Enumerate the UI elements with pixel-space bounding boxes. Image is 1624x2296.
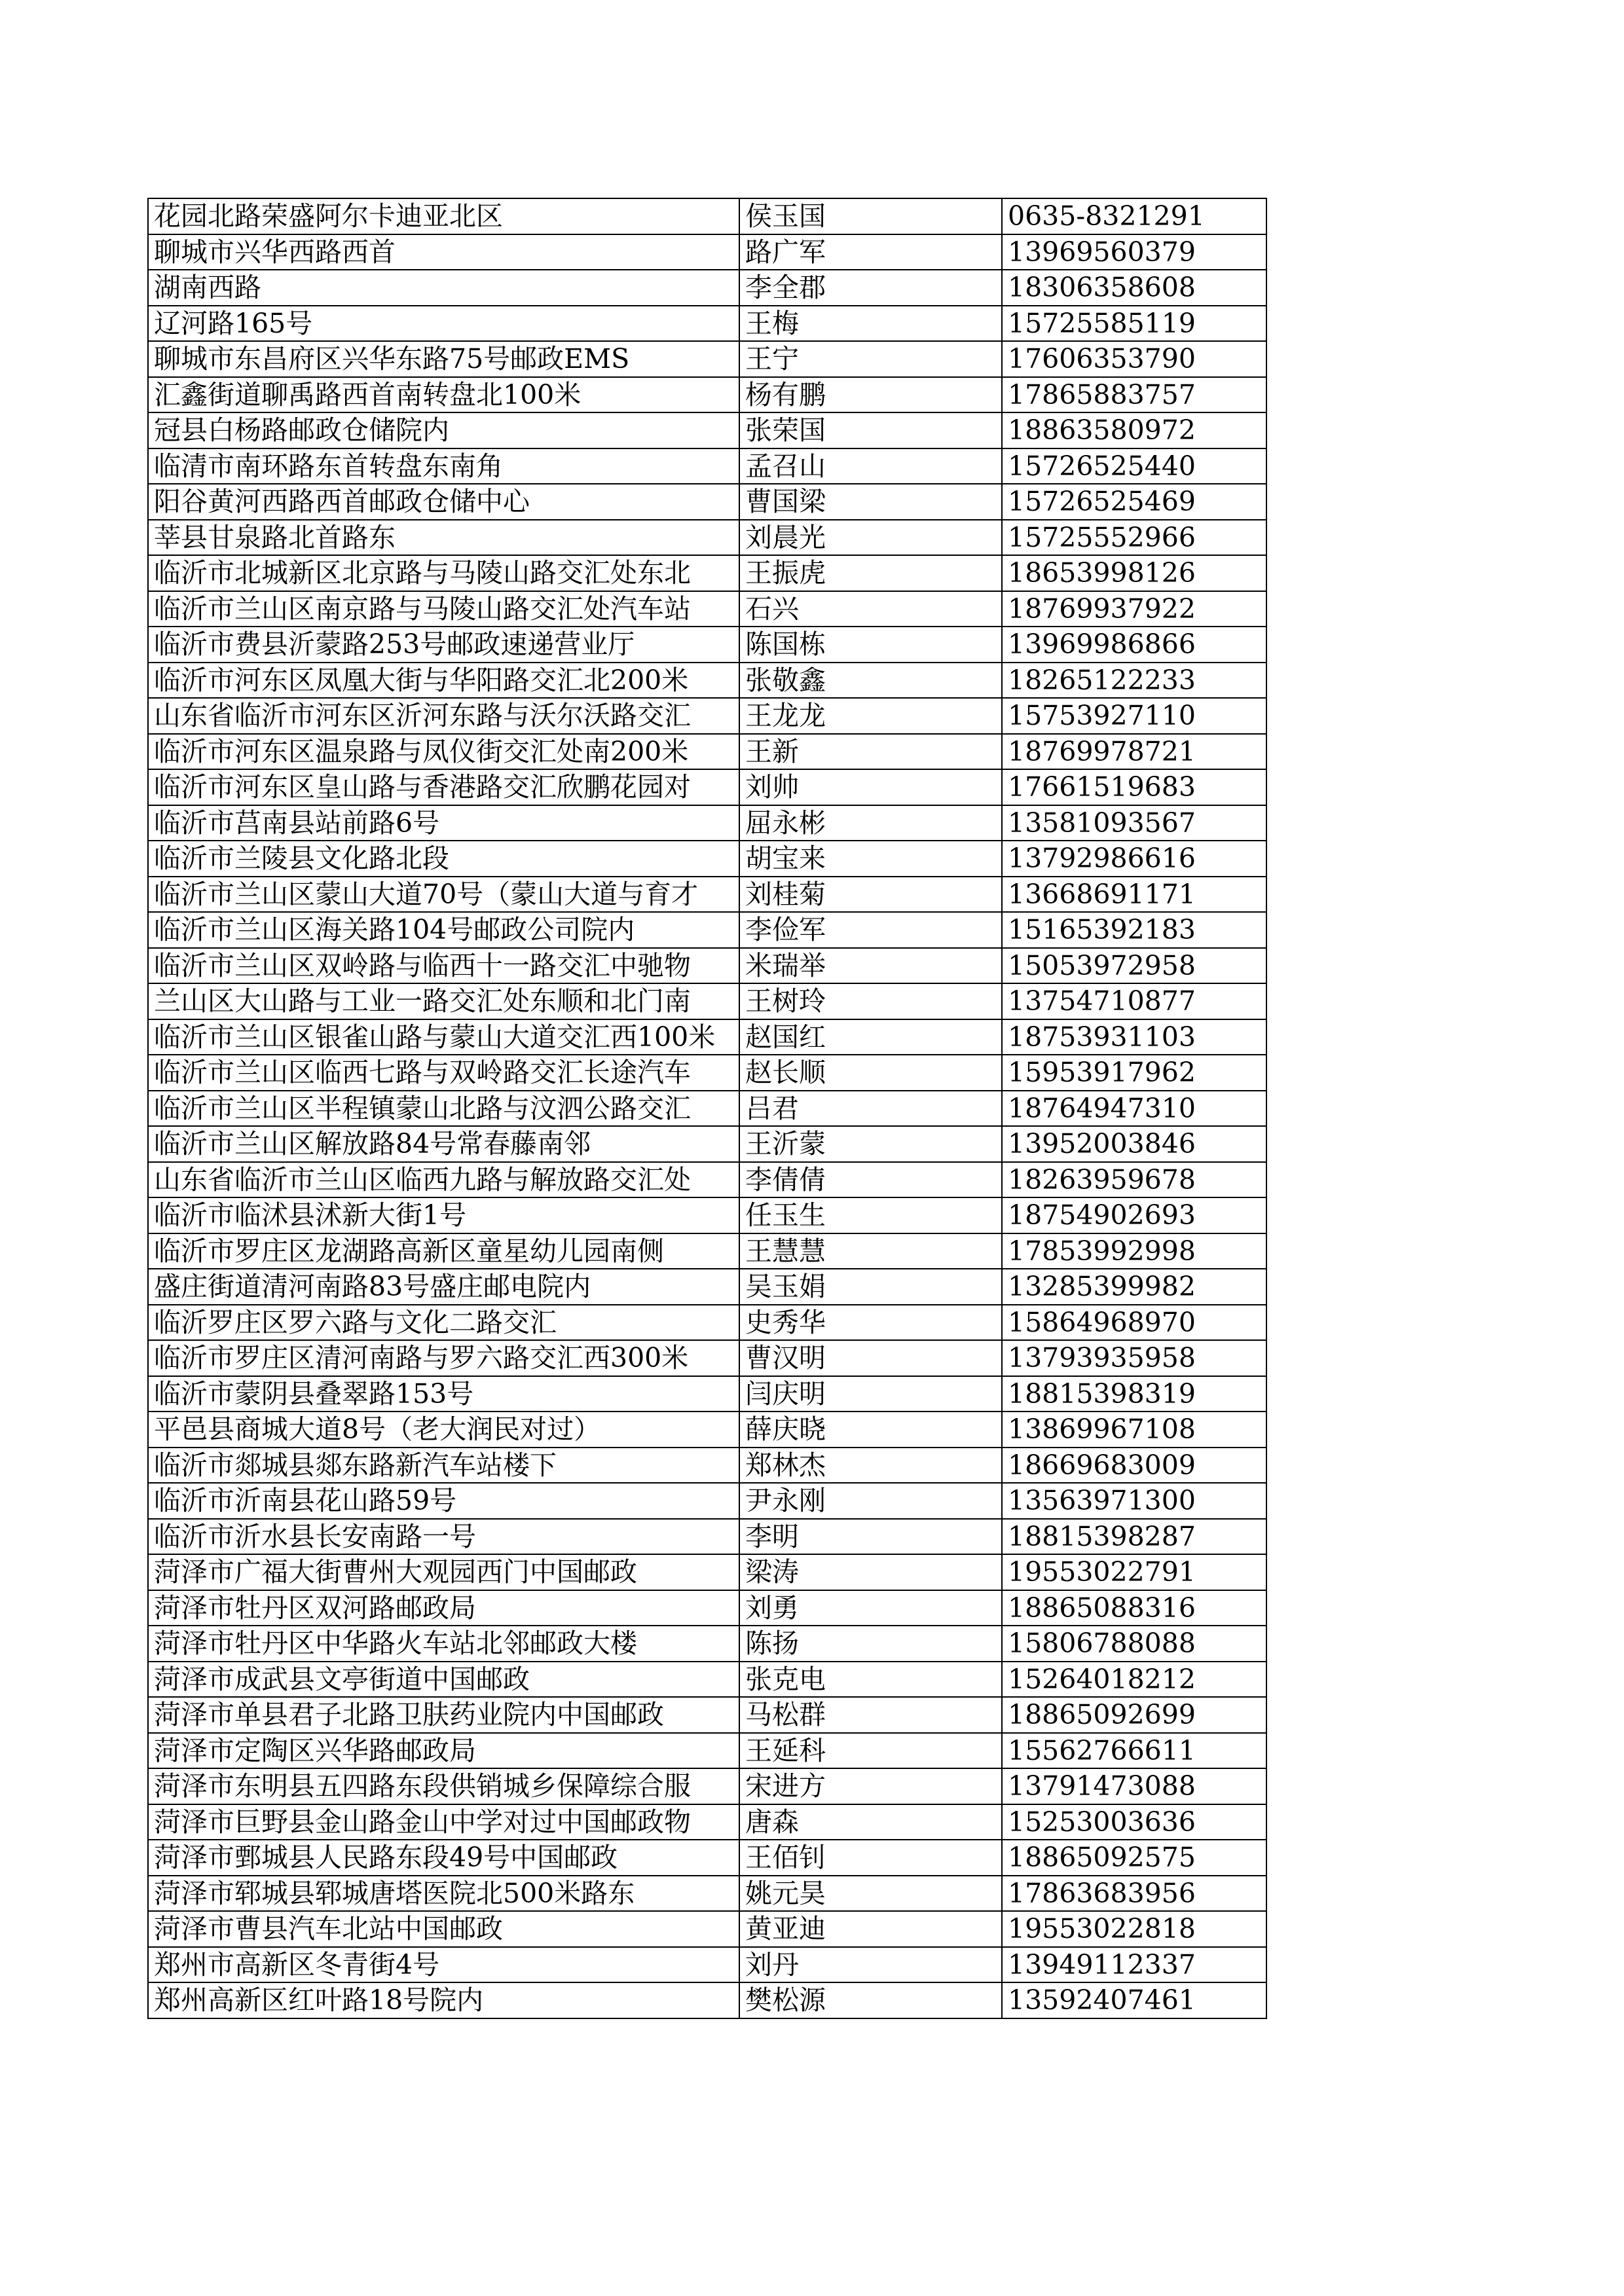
- table-row: [148, 591, 1266, 627]
- phone-cell: 13969986866: [1002, 627, 1266, 663]
- table-row: [148, 627, 1266, 663]
- contact-name-cell: 吕君: [739, 1091, 1002, 1127]
- contact-name-cell: 张克电: [739, 1662, 1002, 1698]
- phone-cell: 15753927110: [1002, 698, 1266, 734]
- phone-cell: 18263959678: [1002, 1162, 1266, 1198]
- table-row: [148, 663, 1266, 699]
- contact-name-cell: 屈永彬: [739, 805, 1002, 841]
- table-row: [148, 1768, 1266, 1804]
- contact-name-cell: 郑林杰: [739, 1448, 1002, 1484]
- address-cell: 临沂市兰山区临西七路与双岭路交汇长途汽车: [148, 1055, 739, 1091]
- table-row: [148, 1412, 1266, 1448]
- table-row: [148, 1019, 1266, 1055]
- table-row: [148, 1519, 1266, 1555]
- address-cell: 菏泽市巨野县金山路金山中学对过中国邮政物: [148, 1804, 739, 1840]
- contact-name-cell: 刘勇: [739, 1590, 1002, 1626]
- contact-name-cell: 曹汉明: [739, 1340, 1002, 1376]
- table-row: [148, 805, 1266, 841]
- address-cell: 临沂罗庄区罗六路与文化二路交汇: [148, 1305, 739, 1341]
- contact-name-cell: 王宁: [739, 341, 1002, 377]
- table-row: [148, 198, 1266, 234]
- address-cell: 临沂市兰山区南京路与马陵山路交汇处汽车站: [148, 591, 739, 627]
- contact-name-cell: 张荣国: [739, 412, 1002, 448]
- table-row: [148, 1126, 1266, 1162]
- address-cell: 莘县甘泉路北首路东: [148, 520, 739, 556]
- table-row: [148, 306, 1266, 342]
- table-row: [148, 948, 1266, 984]
- address-cell: 聊城市兴华西路西首: [148, 234, 739, 270]
- contact-name-cell: 王慧慧: [739, 1233, 1002, 1269]
- table-row: [148, 1911, 1266, 1947]
- contact-name-cell: 黄亚迪: [739, 1911, 1002, 1947]
- phone-cell: 18669683009: [1002, 1448, 1266, 1484]
- table-row: [148, 234, 1266, 270]
- address-cell: 临沂市罗庄区龙湖路高新区童星幼儿园南侧: [148, 1233, 739, 1269]
- table-row: [148, 1947, 1266, 1983]
- phone-cell: 18753931103: [1002, 1019, 1266, 1055]
- contact-name-cell: 路广军: [739, 234, 1002, 270]
- address-cell: 临沂市郯城县郯东路新汽车站楼下: [148, 1448, 739, 1484]
- phone-cell: 19553022818: [1002, 1911, 1266, 1947]
- address-cell: 临沂市兰陵县文化路北段: [148, 841, 739, 877]
- contact-name-cell: 王梅: [739, 306, 1002, 342]
- address-cell: 聊城市东昌府区兴华东路75号邮政EMS: [148, 341, 739, 377]
- contact-name-cell: 曹国梁: [739, 484, 1002, 520]
- contact-name-cell: 李倩倩: [739, 1162, 1002, 1198]
- phone-cell: 18306358608: [1002, 270, 1266, 306]
- address-cell: 临沂市莒南县站前路6号: [148, 805, 739, 841]
- contact-name-cell: 刘桂菊: [739, 877, 1002, 913]
- address-cell: 菏泽市东明县五四路东段供销城乡保障综合服: [148, 1768, 739, 1804]
- phone-cell: 18764947310: [1002, 1091, 1266, 1127]
- contact-name-cell: 石兴: [739, 591, 1002, 627]
- address-table-body: [148, 198, 1266, 2018]
- table-row: [148, 1197, 1266, 1233]
- table-row: [148, 377, 1266, 413]
- phone-cell: 15726525440: [1002, 448, 1266, 484]
- address-table: [147, 198, 1267, 2019]
- address-cell: 冠县白杨路邮政仓储院内: [148, 412, 739, 448]
- contact-name-cell: 刘丹: [739, 1947, 1002, 1983]
- table-row: [148, 1662, 1266, 1698]
- phone-cell: 17606353790: [1002, 341, 1266, 377]
- contact-name-cell: 米瑞举: [739, 948, 1002, 984]
- table-row: [148, 1590, 1266, 1626]
- table-row: [148, 841, 1266, 877]
- address-cell: 菏泽市定陶区兴华路邮政局: [148, 1733, 739, 1769]
- contact-name-cell: 张敬鑫: [739, 663, 1002, 699]
- table-row: [148, 983, 1266, 1019]
- phone-cell: 13952003846: [1002, 1126, 1266, 1162]
- address-cell: 菏泽市单县君子北路卫肤药业院内中国邮政: [148, 1697, 739, 1733]
- table-row: [148, 1233, 1266, 1269]
- address-cell: 临沂市河东区温泉路与凤仪街交汇处南200米: [148, 734, 739, 770]
- phone-cell: 15726525469: [1002, 484, 1266, 520]
- address-cell: 临沂市沂水县长安南路一号: [148, 1519, 739, 1555]
- address-cell: 临沂市沂南县花山路59号: [148, 1483, 739, 1519]
- contact-name-cell: 李全郡: [739, 270, 1002, 306]
- table-row: [148, 412, 1266, 448]
- table-row: [148, 734, 1266, 770]
- phone-cell: 17853992998: [1002, 1233, 1266, 1269]
- contact-name-cell: 孟召山: [739, 448, 1002, 484]
- contact-name-cell: 任玉生: [739, 1197, 1002, 1233]
- address-cell: 阳谷黄河西路西首邮政仓储中心: [148, 484, 739, 520]
- phone-cell: 13969560379: [1002, 234, 1266, 270]
- phone-cell: 18865092575: [1002, 1840, 1266, 1876]
- table-row: [148, 1876, 1266, 1912]
- phone-cell: 15864968970: [1002, 1305, 1266, 1341]
- phone-cell: 15725552966: [1002, 520, 1266, 556]
- phone-cell: 13754710877: [1002, 983, 1266, 1019]
- address-cell: 菏泽市曹县汽车北站中国邮政: [148, 1911, 739, 1947]
- phone-cell: 18653998126: [1002, 555, 1266, 591]
- phone-cell: 15253003636: [1002, 1804, 1266, 1840]
- contact-name-cell: 闫庆明: [739, 1376, 1002, 1412]
- contact-name-cell: 薛庆晓: [739, 1412, 1002, 1448]
- table-row: [148, 448, 1266, 484]
- phone-cell: 18815398319: [1002, 1376, 1266, 1412]
- table-row: [148, 877, 1266, 913]
- address-cell: 临沂市费县沂蒙路253号邮政速递营业厅: [148, 627, 739, 663]
- phone-cell: 18769937922: [1002, 591, 1266, 627]
- address-cell: 盛庄街道清河南路83号盛庄邮电院内: [148, 1269, 739, 1305]
- address-cell: 郑州市高新区冬青街4号: [148, 1947, 739, 1983]
- contact-name-cell: 陈扬: [739, 1626, 1002, 1662]
- table-row: [148, 1055, 1266, 1091]
- address-cell: 临沂市北城新区北京路与马陵山路交汇处东北: [148, 555, 739, 591]
- address-cell: 临沂市罗庄区清河南路与罗六路交汇西300米: [148, 1340, 739, 1376]
- address-cell: 花园北路荣盛阿尔卡迪亚北区: [148, 198, 739, 234]
- phone-cell: 18265122233: [1002, 663, 1266, 699]
- table-row: [148, 555, 1266, 591]
- table-row: [148, 484, 1266, 520]
- phone-cell: 13668691171: [1002, 877, 1266, 913]
- contact-name-cell: 梁涛: [739, 1554, 1002, 1590]
- table-row: [148, 1840, 1266, 1876]
- phone-cell: 13791473088: [1002, 1768, 1266, 1804]
- address-cell: 兰山区大山路与工业一路交汇处东顺和北门南: [148, 983, 739, 1019]
- table-row: [148, 1733, 1266, 1769]
- phone-cell: 0635-8321291: [1002, 198, 1266, 234]
- table-row: [148, 1162, 1266, 1198]
- phone-cell: 13869967108: [1002, 1412, 1266, 1448]
- phone-cell: 18863580972: [1002, 412, 1266, 448]
- address-cell: 临沂市河东区皇山路与香港路交汇欣鹏花园对: [148, 769, 739, 805]
- phone-cell: 15264018212: [1002, 1662, 1266, 1698]
- contact-name-cell: 胡宝来: [739, 841, 1002, 877]
- table-row: [148, 1091, 1266, 1127]
- contact-name-cell: 王沂蒙: [739, 1126, 1002, 1162]
- phone-cell: 18754902693: [1002, 1197, 1266, 1233]
- phone-cell: 17661519683: [1002, 769, 1266, 805]
- address-cell: 菏泽市成武县文亭街道中国邮政: [148, 1662, 739, 1698]
- phone-cell: 18769978721: [1002, 734, 1266, 770]
- address-cell: 山东省临沂市河东区沂河东路与沃尔沃路交汇: [148, 698, 739, 734]
- table-row: [148, 1982, 1266, 2018]
- contact-name-cell: 王佰钊: [739, 1840, 1002, 1876]
- table-row: [148, 1448, 1266, 1484]
- contact-name-cell: 王龙龙: [739, 698, 1002, 734]
- contact-name-cell: 马松群: [739, 1697, 1002, 1733]
- contact-name-cell: 侯玉国: [739, 198, 1002, 234]
- contact-name-cell: 赵国红: [739, 1019, 1002, 1055]
- phone-cell: 13285399982: [1002, 1269, 1266, 1305]
- contact-name-cell: 姚元昊: [739, 1876, 1002, 1912]
- address-cell: 菏泽市牡丹区中华路火车站北邻邮政大楼: [148, 1626, 739, 1662]
- contact-name-cell: 史秀华: [739, 1305, 1002, 1341]
- contact-name-cell: 杨有鹏: [739, 377, 1002, 413]
- phone-cell: 19553022791: [1002, 1554, 1266, 1590]
- phone-cell: 15053972958: [1002, 948, 1266, 984]
- contact-name-cell: 陈国栋: [739, 627, 1002, 663]
- address-cell: 临沂市兰山区双岭路与临西十一路交汇中驰物: [148, 948, 739, 984]
- table-row: [148, 1483, 1266, 1519]
- address-cell: 汇鑫街道聊禹路西首南转盘北100米: [148, 377, 739, 413]
- address-cell: 湖南西路: [148, 270, 739, 306]
- contact-name-cell: 王延科: [739, 1733, 1002, 1769]
- phone-cell: 13949112337: [1002, 1947, 1266, 1983]
- phone-cell: 17863683956: [1002, 1876, 1266, 1912]
- address-cell: 菏泽市牡丹区双河路邮政局: [148, 1590, 739, 1626]
- address-cell: 临沂市兰山区银雀山路与蒙山大道交汇西100米: [148, 1019, 739, 1055]
- address-cell: 临沂市临沭县沭新大街1号: [148, 1197, 739, 1233]
- address-cell: 临沂市兰山区蒙山大道70号（蒙山大道与育才: [148, 877, 739, 913]
- address-cell: 临沂市蒙阴县叠翠路153号: [148, 1376, 739, 1412]
- table-row: [148, 1697, 1266, 1733]
- contact-name-cell: 宋进方: [739, 1768, 1002, 1804]
- contact-name-cell: 樊松源: [739, 1982, 1002, 2018]
- phone-cell: 13792986616: [1002, 841, 1266, 877]
- contact-name-cell: 刘帅: [739, 769, 1002, 805]
- contact-name-cell: 李明: [739, 1519, 1002, 1555]
- address-cell: 临沂市兰山区海关路104号邮政公司院内: [148, 912, 739, 948]
- table-row: [148, 1305, 1266, 1341]
- table-row: [148, 912, 1266, 948]
- phone-cell: 17865883757: [1002, 377, 1266, 413]
- phone-cell: 13563971300: [1002, 1483, 1266, 1519]
- table-row: [148, 270, 1266, 306]
- table-row: [148, 1554, 1266, 1590]
- contact-name-cell: 王新: [739, 734, 1002, 770]
- phone-cell: 13581093567: [1002, 805, 1266, 841]
- address-cell: 临沂市兰山区半程镇蒙山北路与汶泗公路交汇: [148, 1091, 739, 1127]
- address-cell: 菏泽市广福大街曹州大观园西门中国邮政: [148, 1554, 739, 1590]
- phone-cell: 15725585119: [1002, 306, 1266, 342]
- table-row: [148, 1340, 1266, 1376]
- table-row: [148, 341, 1266, 377]
- phone-cell: 18865092699: [1002, 1697, 1266, 1733]
- contact-name-cell: 王树玲: [739, 983, 1002, 1019]
- address-cell: 菏泽市鄄城县人民路东段49号中国邮政: [148, 1840, 739, 1876]
- phone-cell: 15953917962: [1002, 1055, 1266, 1091]
- phone-cell: 15562766611: [1002, 1733, 1266, 1769]
- phone-cell: 18815398287: [1002, 1519, 1266, 1555]
- contact-name-cell: 吴玉娟: [739, 1269, 1002, 1305]
- table-row: [148, 1376, 1266, 1412]
- table-row: [148, 698, 1266, 734]
- address-cell: 临清市南环路东首转盘东南角: [148, 448, 739, 484]
- table-row: [148, 1804, 1266, 1840]
- contact-name-cell: 赵长顺: [739, 1055, 1002, 1091]
- phone-cell: 13592407461: [1002, 1982, 1266, 2018]
- contact-name-cell: 王振虎: [739, 555, 1002, 591]
- address-cell: 临沂市兰山区解放路84号常春藤南邻: [148, 1126, 739, 1162]
- contact-name-cell: 李俭军: [739, 912, 1002, 948]
- phone-cell: 13793935958: [1002, 1340, 1266, 1376]
- phone-cell: 15165392183: [1002, 912, 1266, 948]
- table-row: [148, 769, 1266, 805]
- address-cell: 辽河路165号: [148, 306, 739, 342]
- table-row: [148, 520, 1266, 556]
- address-cell: 山东省临沂市兰山区临西九路与解放路交汇处: [148, 1162, 739, 1198]
- phone-cell: 18865088316: [1002, 1590, 1266, 1626]
- contact-name-cell: 尹永刚: [739, 1483, 1002, 1519]
- address-cell: 临沂市河东区凤凰大街与华阳路交汇北200米: [148, 663, 739, 699]
- address-cell: 郑州高新区红叶路18号院内: [148, 1982, 739, 2018]
- contact-name-cell: 刘晨光: [739, 520, 1002, 556]
- address-cell: 菏泽市郓城县郓城唐塔医院北500米路东: [148, 1876, 739, 1912]
- phone-cell: 15806788088: [1002, 1626, 1266, 1662]
- table-row: [148, 1626, 1266, 1662]
- address-cell: 平邑县商城大道8号（老大润民对过）: [148, 1412, 739, 1448]
- contact-name-cell: 唐森: [739, 1804, 1002, 1840]
- table-row: [148, 1269, 1266, 1305]
